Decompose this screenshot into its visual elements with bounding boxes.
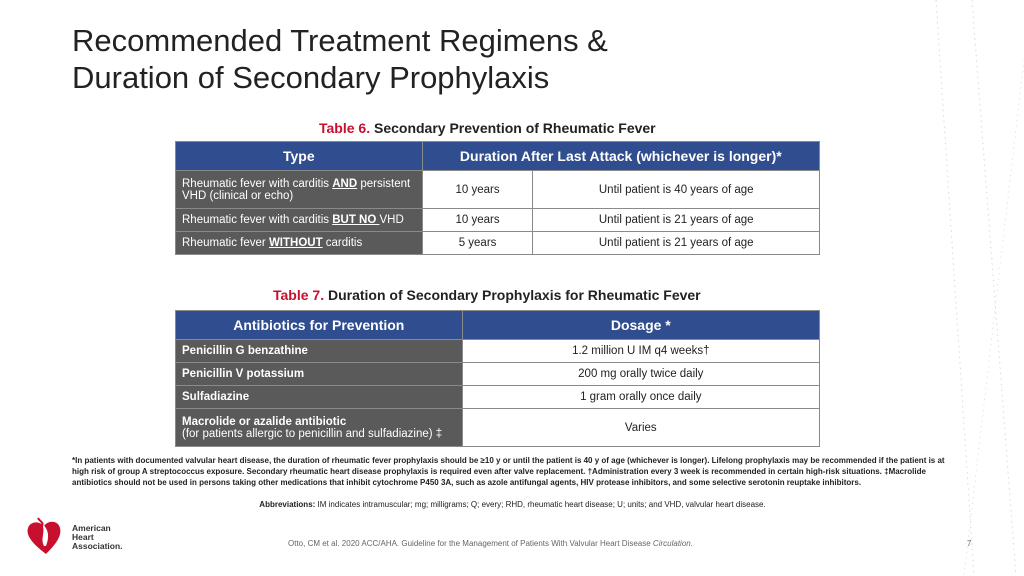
table-prophylaxis-duration: [175, 310, 820, 447]
citation: Otto, CM et al. 2020 ACC/AHA. Guideline for the Management of Patients With Valvular Heart Disease Circulation.: [288, 539, 693, 548]
abbreviations: [240, 499, 785, 510]
abbreviations-label: Abbreviations:: [259, 500, 316, 509]
type-cell: Rheumatic fever WITHOUT carditis: [176, 232, 423, 255]
footnote: *In patients with documented valvular heart disease, the duration of rheumatic fever prophylaxis should be ≥10 y or until the patient is 40 y of age (whichever is longer). Lifelong prophylaxis may be recommended if the patient is at high risk of group A streptococcus exposure. Secondary rheumatic heart disease prophylaxis is required even after valve replacement. †Administration every 3 week is recommended in certain high-risk situations. ‡Macrolide antibiotics should not be used in persons taking other medications that inhibit cytochrome P450 3A, such as azole antifungal agents, HIV protease inhibitors, and some selective serotonin reuptake inhibitors.: [72, 456, 945, 487]
header-antibiotics: Antibiotics for Prevention: [176, 311, 463, 340]
table7-caption: [273, 287, 701, 303]
decorative-dotted-lines: [924, 0, 1024, 576]
drug-name: Macrolide or azalide antibiotic: [182, 415, 347, 428]
table6-caption: [319, 120, 656, 136]
type-cell: Rheumatic fever with carditis AND persistent VHD (clinical or echo): [176, 171, 423, 209]
table-header-row: [176, 142, 820, 171]
drug-cell: Penicillin G benzathine: [176, 340, 463, 363]
table6-caption-text: Secondary Prevention of Rheumatic Fever: [373, 120, 656, 136]
drug-note: (for patients allergic to penicillin and sulfadiazine) ‡: [182, 427, 443, 440]
drug-cell: Sulfadiazine: [176, 386, 463, 409]
dose-cell: 1 gram orally once daily: [462, 386, 819, 409]
table6-label: Table 6.: [319, 120, 371, 136]
table-row: [176, 363, 820, 386]
table-row: [176, 232, 820, 255]
type-cell: Rheumatic fever with carditis BUT NO VHD: [176, 209, 423, 232]
title-line-2: Duration of Secondary Prophylaxis: [72, 60, 550, 95]
header-duration: Duration After Last Attack (whichever is longer)*: [422, 142, 819, 171]
drug-cell: [176, 409, 463, 447]
title-line-1: Recommended Treatment Regimens &: [72, 23, 608, 58]
abbreviations-text: IM indicates intramuscular; mg; milligrams; Q; every; RHD, rheumatic heart disease; U; units; and VHD, valvular heart disease.: [315, 500, 766, 509]
table-row: [176, 209, 820, 232]
age-cell: Until patient is 40 years of age: [533, 171, 820, 209]
dose-cell: 1.2 million U IM q4 weeks†: [462, 340, 819, 363]
dose-cell: 200 mg orally twice daily: [462, 363, 819, 386]
table-header-row: [176, 311, 820, 340]
logo-text: American Heart Association.: [72, 523, 123, 551]
years-cell: 10 years: [422, 171, 533, 209]
age-cell: Until patient is 21 years of age: [533, 209, 820, 232]
header-dosage: Dosage *: [462, 311, 819, 340]
dose-cell: Varies: [462, 409, 819, 447]
years-cell: 10 years: [422, 209, 533, 232]
table-row: [176, 340, 820, 363]
table-secondary-prevention: [175, 141, 820, 255]
page-title: [72, 22, 608, 96]
page-number: 7: [967, 539, 972, 548]
table-row: [176, 409, 820, 447]
table-row: [176, 171, 820, 209]
table7-label: Table 7.: [273, 287, 325, 303]
age-cell: Until patient is 21 years of age: [533, 232, 820, 255]
header-type: Type: [176, 142, 423, 171]
years-cell: 5 years: [422, 232, 533, 255]
table-row: [176, 386, 820, 409]
table7-caption-text: Duration of Secondary Prophylaxis for Rheumatic Fever: [327, 287, 701, 303]
drug-cell: Penicillin V potassium: [176, 363, 463, 386]
